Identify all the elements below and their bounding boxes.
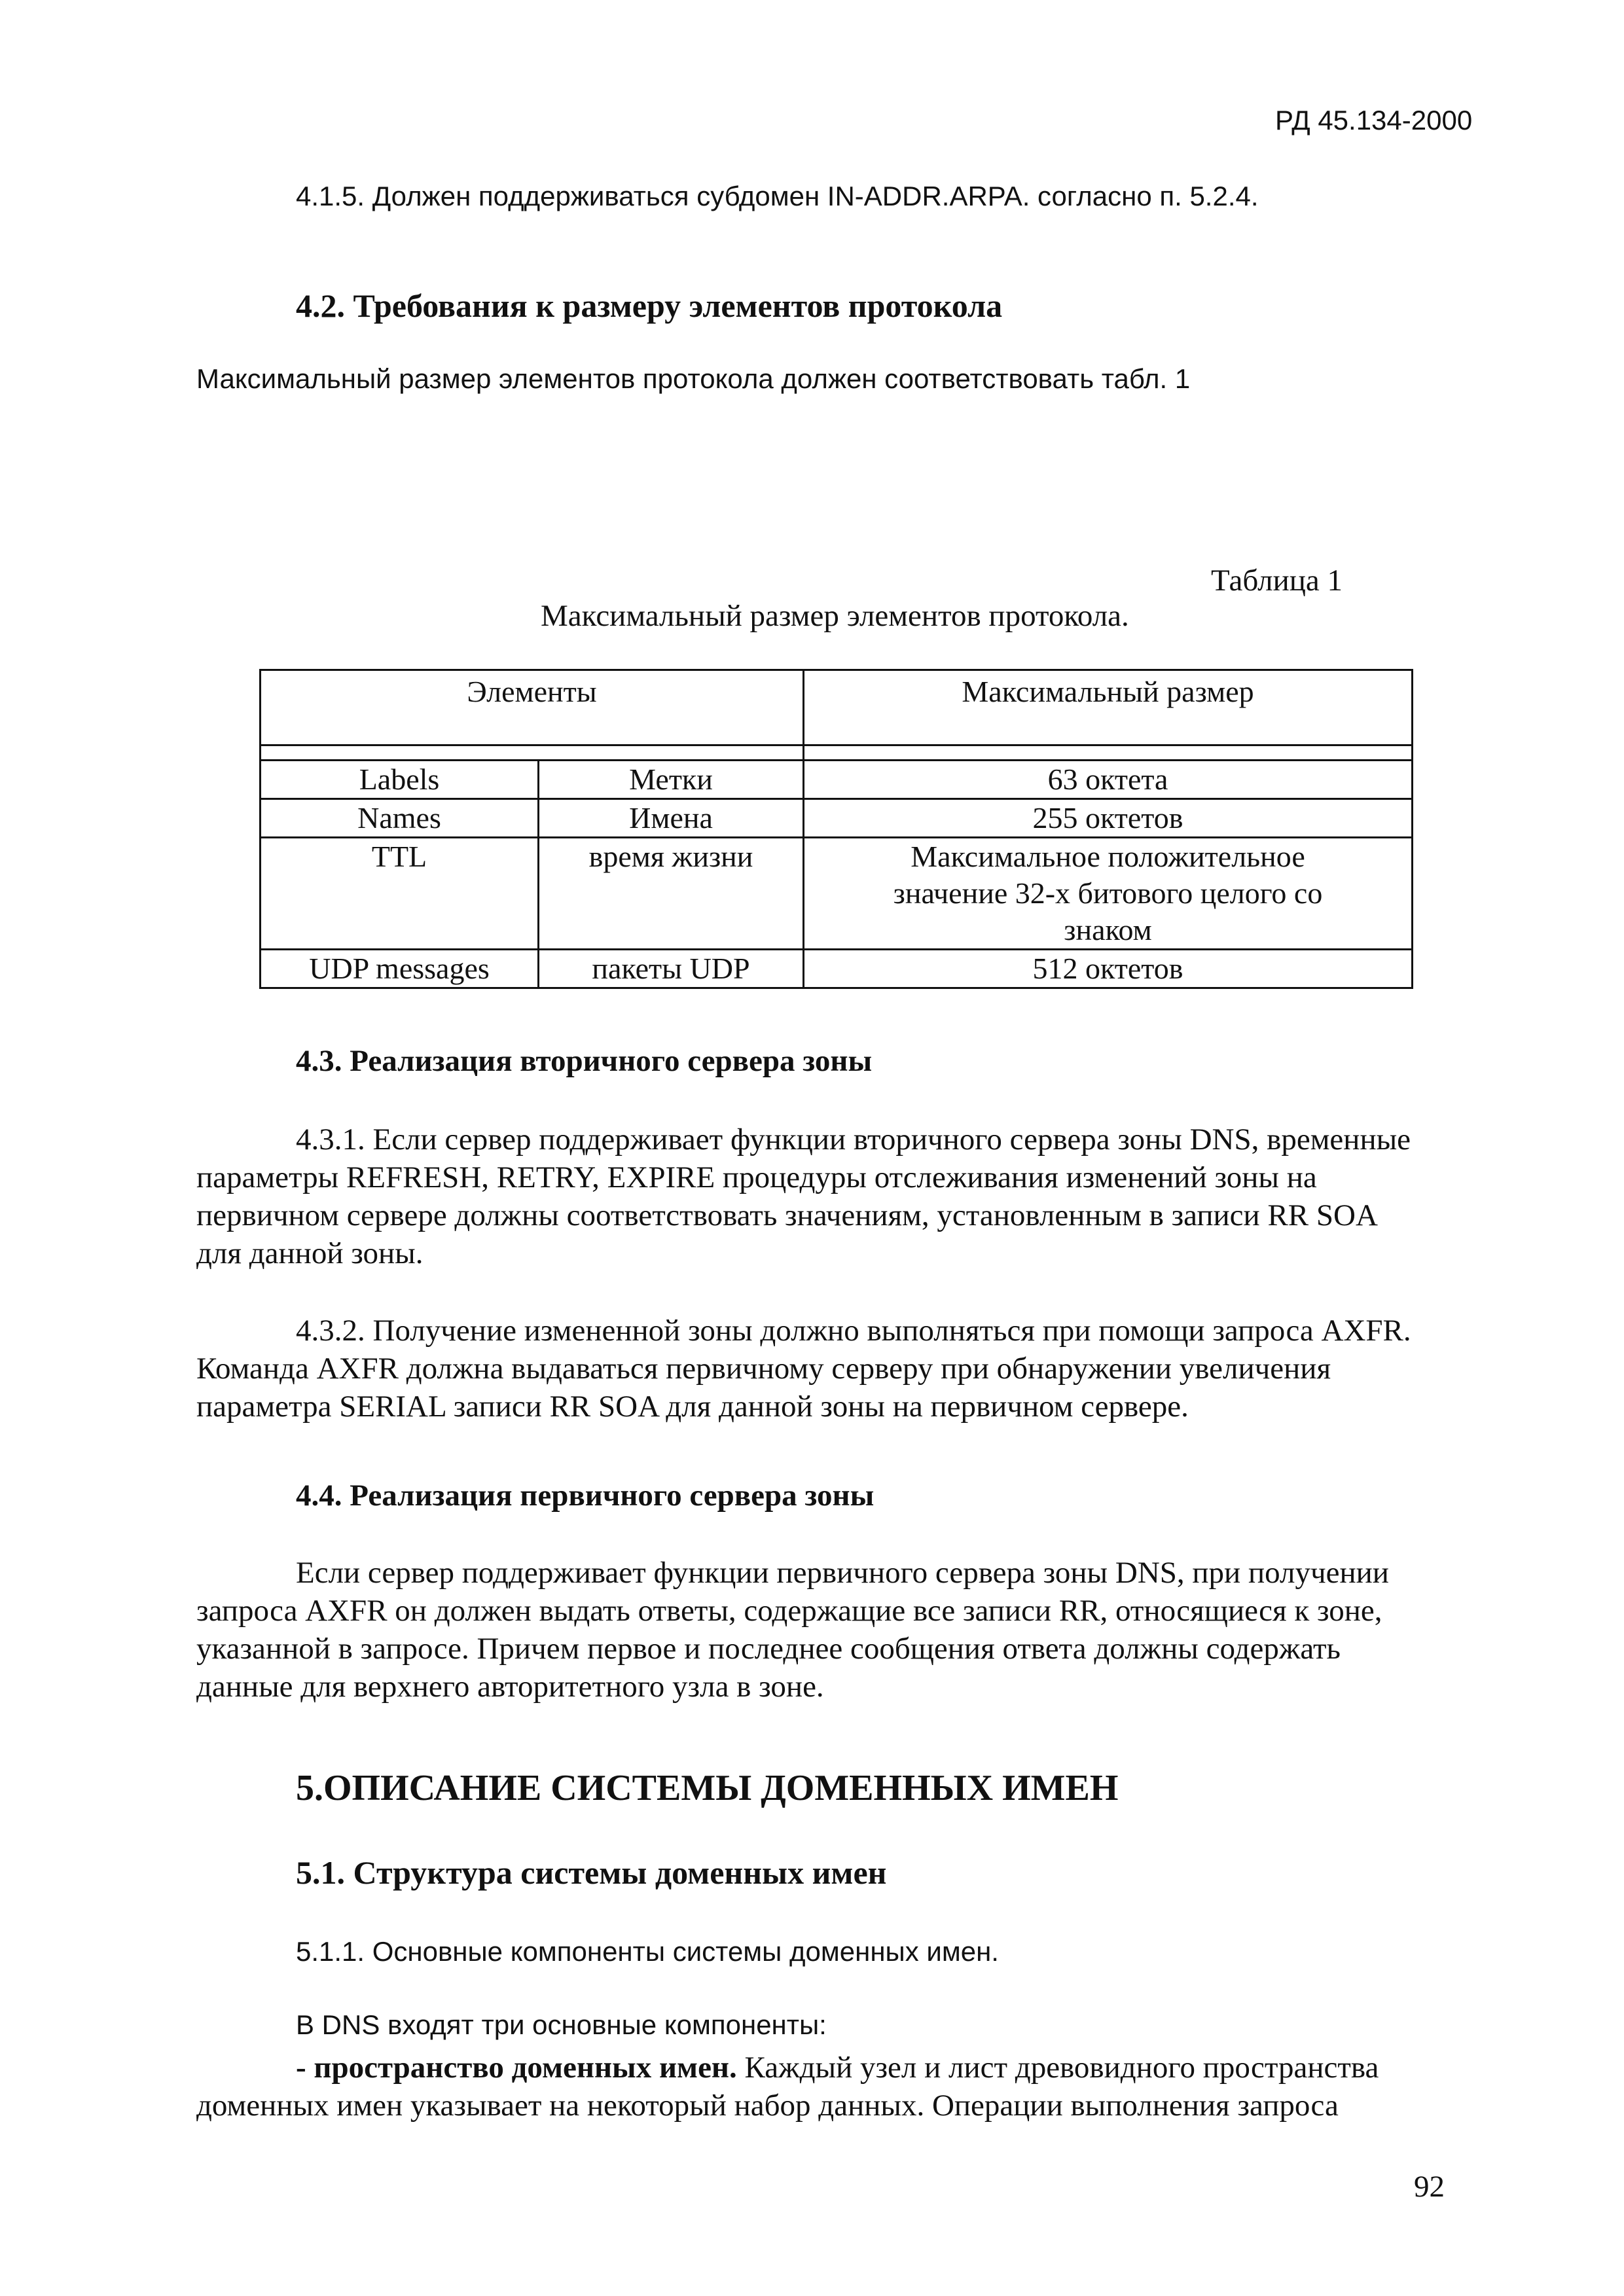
dns-bullet-line [296,2049,1379,2087]
p-4-4-line: Если сервер поддерживает функции первичного сервера зоны DNS, при получении [296,1556,1389,1590]
header-elements: Элементы [261,670,804,745]
cell-max-line: значение 32-х битового целого со [893,876,1323,910]
section-4-4-title: 4.4. Реализация первичного сервера зоны [296,1479,875,1513]
section-4-2-title: 4.2. Требования к размеру элементов протокола [296,287,1003,324]
p-4-3-2-line: 4.3.2. Получение измененной зоны должно выполняться при помощи запроса AXFR. [296,1314,1411,1348]
page-number: 92 [1414,2170,1445,2204]
cell-ru: Имена [539,799,804,838]
cell-ru: пакеты UDP [539,950,804,988]
cell-max: 63 октета [804,761,1413,799]
section-4-3-title: 4.3. Реализация вторичного сервера зоны [296,1044,873,1078]
header-max-size: Максимальный размер [804,670,1413,745]
paragraph-5-1-1: 5.1.1. Основные компоненты системы доменных имен. [296,1936,999,1967]
table-row [261,799,1413,838]
table-gap-row [261,745,1413,761]
p-4-3-1-line: первичном сервере должны соответствовать значениям, установленным в записи RR SOA [196,1198,1378,1232]
max-size-table [259,669,1413,989]
document-code: РД 45.134-2000 [1275,105,1473,135]
bullet-rest: Каждый узел и лист древовидного пространства [736,2051,1379,2085]
table-header-row [261,670,1413,745]
p-4-4-line: запроса AXFR он должен выдать ответы, содержащие все записи RR, относящиеся к зоне, [196,1594,1382,1628]
section-4-2-text: Максимальный размер элементов протокола должен соответствовать табл. 1 [196,363,1191,394]
cell-max: 255 октетов [804,799,1413,838]
bullet-bold: - пространство доменных имен. [296,2051,737,2085]
dns-last-line: доменных имен указывает на некоторый набор данных. Операции выполнения запроса [196,2089,1339,2123]
cell-en: Labels [261,761,539,799]
paragraph-4-1-5: 4.1.5. Должен поддерживаться субдомен IN-ADDR.ARPA. согласно п. 5.2.4. [296,181,1259,211]
p-4-4-line: указанной в запросе. Причем первое и последнее сообщения ответа должны содержать [196,1632,1341,1666]
cell-max-line: Максимальное положительное [911,840,1305,873]
cell-ru: Метки [539,761,804,799]
chapter-5-title: 5.ОПИСАНИЕ СИСТЕМЫ ДОМЕННЫХ ИМЕН [296,1768,1119,1808]
section-5-1-title: 5.1. Структура системы доменных имен [296,1854,887,1891]
cell-ru: время жизни [539,838,804,950]
table-row [261,761,1413,799]
table-row [261,950,1413,988]
p-4-3-2-line: параметра SERIAL записи RR SOA для данной зоны на первичном сервере. [196,1390,1189,1424]
table-row [261,838,1413,950]
cell-en: TTL [261,838,539,950]
dns-intro: В DNS входят три основные компоненты: [296,2009,827,2040]
p-4-4-line: данные для верхнего авторитетного узла в зоне. [196,1670,824,1704]
p-4-3-1-line: для данной зоны. [196,1236,424,1270]
p-4-3-2-line: Команда AXFR должна выдаваться первичному серверу при обнаружении увеличения [196,1352,1331,1386]
p-4-3-1-line: 4.3.1. Если сервер поддерживает функции вторичного сервера зоны DNS, временные [296,1122,1411,1157]
cell-max [804,838,1413,950]
p-4-3-1-line: параметры REFRESH, RETRY, EXPIRE процедуры отслеживания изменений зоны на [196,1160,1317,1194]
cell-max: 512 октетов [804,950,1413,988]
cell-en: UDP messages [261,950,539,988]
cell-max-line: знаком [1064,913,1152,946]
table-label: Таблица 1 [1211,564,1343,598]
cell-en: Names [261,799,539,838]
table-caption: Максимальный размер элементов протокола. [541,599,1129,633]
